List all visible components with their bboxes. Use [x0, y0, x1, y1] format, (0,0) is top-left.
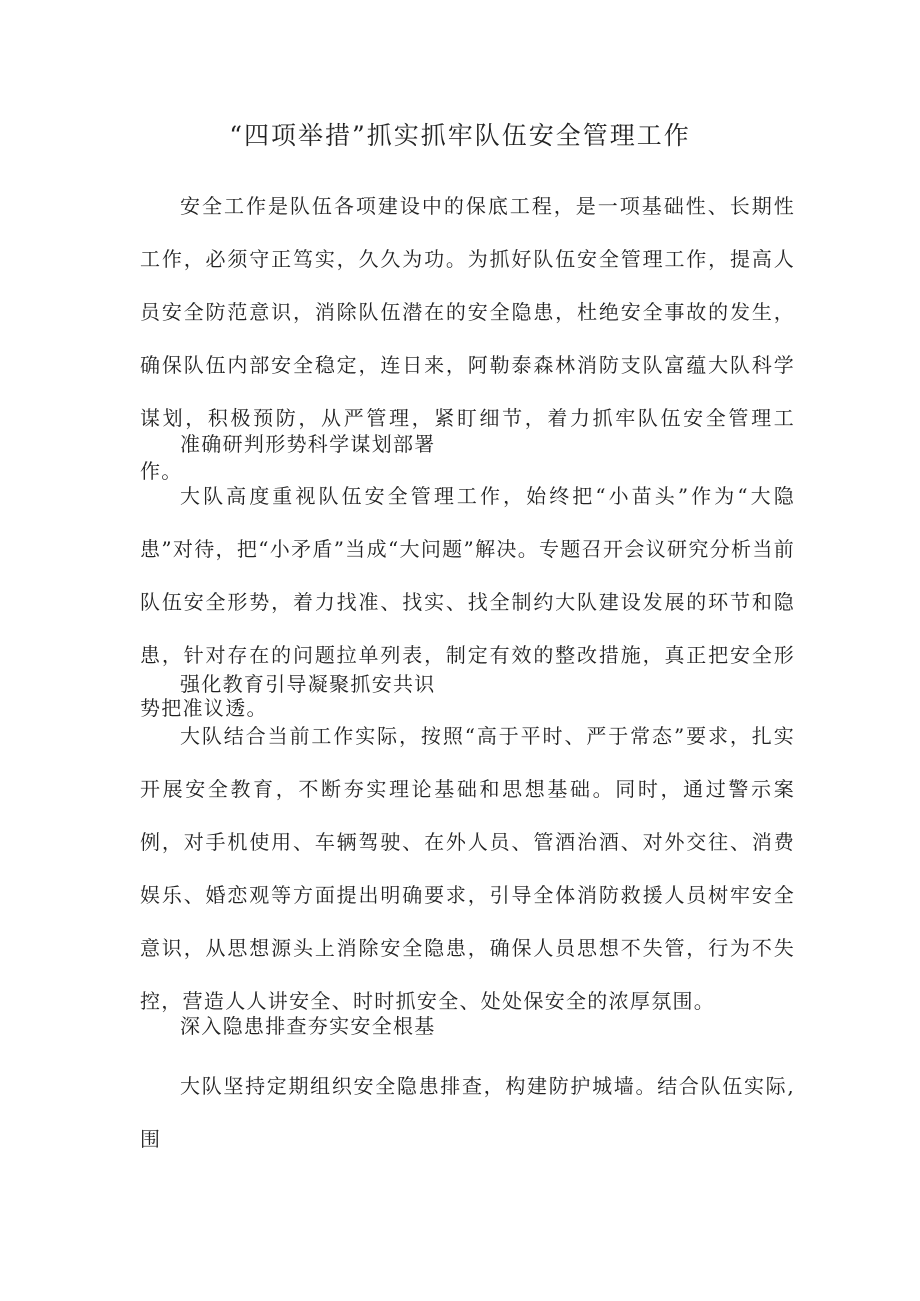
paragraph-intro: 安全工作是队伍各项建设中的保底工程，是一项基础性、长期性工作，必须守正笃实，久久为功。为抓好队伍安全管理工作，提高人员安全防范意识，消除队伍潜在的安全隐患，杜绝安全事故的发生，确保队伍内部安全稳定，连日来，阿勒泰森林消防支队富蕴大队科学谋划，积极预防，从严管理，紧盯细节，着力抓牢队伍安全管理工作。 [140, 194, 795, 483]
paragraph-section-3: 大队坚持定期组织安全隐患排查，构建防护城墙。结合队伍实际,围 [140, 1074, 795, 1151]
section-heading-3: 深入隐患排查夯实安全根基 [180, 1014, 436, 1038]
paragraph-section-2: 大队结合当前工作实际，按照“高于平时、严于常态”要求，扎实开展安全教育，不断夯实理论基础和思想基础。同时，通过警示案例，对手机使用、车辆驾驶、在外人员、管酒治酒、对外交往、消费娱乐、婚恋观等方面提出明确要求，引导全体消防救援人员树牢安全意识，从思想源头上消除安全隐患，确保人员思想不失管，行为不失控，营造人人讲安全、时时抓安全、处处保安全的浓厚氛围。 [140, 724, 795, 1013]
section-heading-2: 强化教育引导凝聚抓安共识 [180, 672, 436, 696]
document-title: “四项举措”抓实抓牢队伍安全管理工作 [229, 121, 691, 150]
section-heading-1: 准确研判形势科学谋划部署 [180, 432, 436, 456]
paragraph-section-1: 大队高度重视队伍安全管理工作，始终把“小苗头”作为“大隐患”对待，把“小矛盾”当成“大问题”解决。专题召开会议研究分析当前队伍安全形势，着力找准、找实、找全制约大队建设发展的环节和隐患，针对存在的问题拉单列表，制定有效的整改措施，真正把安全形势把准议透。 [140, 484, 795, 720]
